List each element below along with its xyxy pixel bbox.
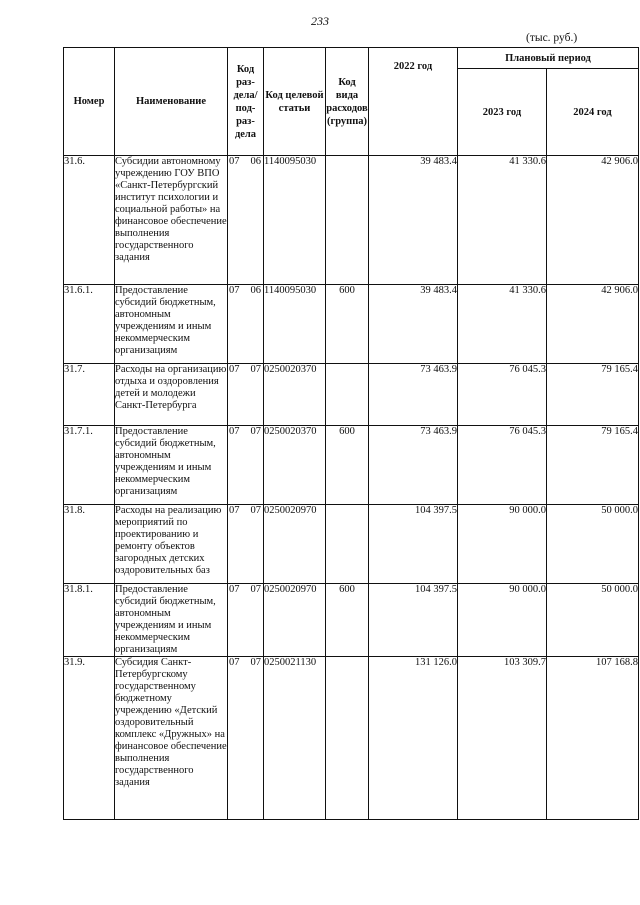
row-expense-type: 600: [326, 426, 369, 505]
units-label: (тыс. руб.): [526, 32, 578, 44]
table-row: [64, 364, 639, 426]
table-row: [64, 505, 639, 584]
row-amount-2023: 103 309.7: [458, 657, 547, 820]
row-target-code: 0250021130: [264, 657, 326, 820]
row-amount-2024: 79 165.4: [547, 426, 639, 505]
row-section-code: [228, 285, 264, 364]
row-razdel: 07: [229, 657, 240, 668]
row-amount-2022: 104 397.5: [369, 584, 458, 657]
row-amount-2023: 76 045.3: [458, 426, 547, 505]
row-amount-2024: 79 165.4: [547, 364, 639, 426]
row-podrazdel: 07: [250, 657, 261, 668]
row-amount-2023: 41 330.6: [458, 285, 547, 364]
row-amount-2024: 107 168.8: [547, 657, 639, 820]
page-number: 233: [311, 14, 329, 28]
header-name: Наименование: [115, 48, 228, 156]
row-expense-type: [326, 505, 369, 584]
row-amount-2024: 42 906.0: [547, 156, 639, 285]
header-section-code: Код раз- дела/ под- раз- дела: [228, 48, 264, 156]
row-razdel: 07: [229, 584, 240, 595]
row-amount-2022: 104 397.5: [369, 505, 458, 584]
row-expense-type: [326, 364, 369, 426]
row-name: Предоставление субсидий бюджетным, автономным учреждениям и иным некоммерческим организациям: [115, 285, 228, 364]
row-razdel: 07: [229, 285, 240, 296]
header-expense-type-code: Код вида расходов (группа): [326, 48, 369, 156]
row-amount-2022: 39 483.4: [369, 285, 458, 364]
table-row: [64, 285, 639, 364]
table-body: [64, 156, 639, 820]
row-razdel: 07: [229, 426, 240, 437]
row-amount-2023: 90 000.0: [458, 505, 547, 584]
header-year-2023: 2023 год: [458, 69, 547, 156]
header-year-2024: 2024 год: [547, 69, 639, 156]
row-podrazdel: 06: [250, 156, 261, 167]
header-year-2022: 2022 год: [369, 48, 458, 156]
row-number: 31.7.1.: [64, 426, 115, 505]
row-expense-type: [326, 657, 369, 820]
row-amount-2024: 42 906.0: [547, 285, 639, 364]
row-number: 31.7.: [64, 364, 115, 426]
row-amount-2022: 131 126.0: [369, 657, 458, 820]
row-number: 31.6.1.: [64, 285, 115, 364]
budget-table: [63, 47, 639, 820]
row-razdel: 07: [229, 505, 240, 516]
row-target-code: 0250020970: [264, 505, 326, 584]
row-amount-2022: 73 463.9: [369, 364, 458, 426]
row-section-code: [228, 156, 264, 285]
row-section-code: [228, 426, 264, 505]
row-amount-2024: 50 000.0: [547, 505, 639, 584]
row-section-code: [228, 657, 264, 820]
row-name: Субсидии автономному учреждению ГОУ ВПО «Санкт-Петербургский институт психологии и социальной работы» на финансовое обеспечение выполнения государственного задания: [115, 156, 228, 285]
row-amount-2023: 41 330.6: [458, 156, 547, 285]
row-amount-2024: 50 000.0: [547, 584, 639, 657]
row-amount-2022: 73 463.9: [369, 426, 458, 505]
table-row: [64, 657, 639, 820]
row-target-code: 1140095030: [264, 156, 326, 285]
row-podrazdel: 07: [250, 364, 261, 375]
row-target-code: 0250020370: [264, 426, 326, 505]
row-podrazdel: 07: [250, 505, 261, 516]
table-row: [64, 426, 639, 505]
header-planned-period: Плановый период: [458, 48, 639, 69]
row-expense-type: 600: [326, 584, 369, 657]
row-amount-2023: 90 000.0: [458, 584, 547, 657]
header-number: Номер: [64, 48, 115, 156]
row-razdel: 07: [229, 156, 240, 167]
row-amount-2022: 39 483.4: [369, 156, 458, 285]
row-target-code: 1140095030: [264, 285, 326, 364]
row-amount-2023: 76 045.3: [458, 364, 547, 426]
row-name: Предоставление субсидий бюджетным, автономным учреждениям и иным некоммерческим организациям: [115, 584, 228, 657]
row-podrazdel: 07: [250, 584, 261, 595]
table-header-row: [64, 48, 639, 69]
row-number: 31.8.: [64, 505, 115, 584]
row-target-code: 0250020370: [264, 364, 326, 426]
row-section-code: [228, 505, 264, 584]
header-target-code: Код целевой статьи: [264, 48, 326, 156]
row-number: 31.9.: [64, 657, 115, 820]
row-razdel: 07: [229, 364, 240, 375]
table-row: [64, 156, 639, 285]
row-name: Расходы на реализацию мероприятий по проектированию и ремонту объектов загородных детских оздоровительных баз: [115, 505, 228, 584]
row-name: Расходы на организацию отдыха и оздоровления детей и молодежи Санкт-Петербурга: [115, 364, 228, 426]
row-expense-type: 600: [326, 285, 369, 364]
row-name: Субсидия Санкт-Петербургскому государственному бюджетному учреждению «Детский оздоровительный комплекс «Дружных» на финансовое обеспечение выполнения государственного задания: [115, 657, 228, 820]
row-section-code: [228, 364, 264, 426]
row-target-code: 0250020970: [264, 584, 326, 657]
row-podrazdel: 06: [250, 285, 261, 296]
row-podrazdel: 07: [250, 426, 261, 437]
row-section-code: [228, 584, 264, 657]
row-number: 31.8.1.: [64, 584, 115, 657]
row-expense-type: [326, 156, 369, 285]
row-name: Предоставление субсидий бюджетным, автономным учреждениям и иным некоммерческим организациям: [115, 426, 228, 505]
table-row: [64, 584, 639, 657]
row-number: 31.6.: [64, 156, 115, 285]
